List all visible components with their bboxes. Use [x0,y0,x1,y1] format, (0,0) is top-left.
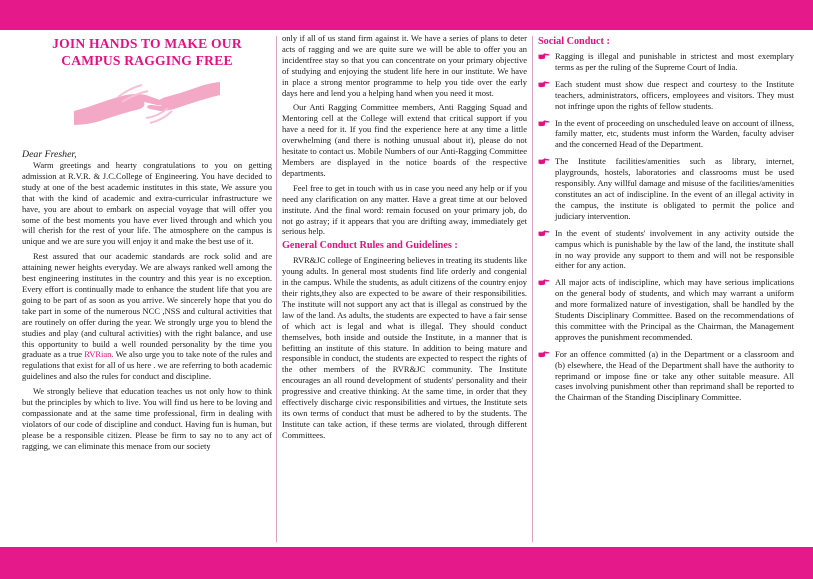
pointing-hand-icon [538,119,550,127]
middle-column [282,33,527,545]
welcome-paragraph: Warm greetings and hearty congratulations to you on getting admission at R.V.R. & J.C.College of Engineering. You have decided to study at one of the best academic institutes in this state, We assure you that with the kind of academic and extra-curricular infrastructure we have, you are about to embark on aspecial voyage that will offer you some of the best moments you have ever lived through and which you will cherish for the rest of your life. The atmosphere on the campus is unique and we are sure you will enjoy it and make the best use of it. [22,160,272,247]
column-divider [276,36,277,542]
rvrian-highlight: RVRian. [84,349,114,360]
general-conduct-paragraph: RVR&JC college of Engineering believes in treating its students like young adults. In general most students find life orderly and congenial in the campus. While the students, as adult citizens of the country enjoy their rights,they also are expected to be aware of their responsibilities. The institute will not support any act that is illegal as construed by the law of the land. As adults, the students are expected to have a fair sense of which act is legal and what is illegal. They should conduct themselves, both inside and outside the Institute, in a manner that is befitting an institute of this stature. In addition to being mature and responsible in conduct, the students are expected to respect the rights of the other members of the RVR&JC community. The Institute encourages an all round development of students' personality and their progressive and creative thinking. At the same time, in order that they effectively discharge civic responsibilities and virtues, the Institute sets its own terms of conduct that must be adhered to by the students. The Institute can take action, if these terms are violated, through different Committees. [282,255,527,440]
social-conduct-rule [538,228,794,272]
general-conduct-heading: General Conduct Rules and Guidelines : [282,240,458,252]
rule-text: In the event of students' involvement in any activity outside the campus which is punishable by the law of the land, the institute shall in no way provide any support to them and will not be responsible either for any action. [555,227,794,271]
pointing-hand-icon [538,278,550,286]
pointing-hand-icon [538,350,550,358]
left-column [22,33,272,545]
headline: JOIN HANDS TO MAKE OUR CAMPUS RAGGING FREE [52,36,242,68]
contact-paragraph: Feel free to get in touch with us in case you need any help or if you need any clarification on any matter. Have a great time at our beloved institute. And the final word: remain focused on your primary job, do not go astray; if it appears that you are drifting away, immediately get serious help. [282,182,527,237]
continued-paragraph: only if all of us stand firm against it. We have a series of plans to deter acts of ragging and we are quite sure we will be able to offer you an incidentfree stay so that you can concentrate on your primary objective of studying and enjoying the student life here in our institute. We have in place a strong mentor programme to help you tide over the early days here and lend you a helping hand when you need it most. [282,33,527,98]
pointing-hand-icon [538,157,550,165]
pointing-hand-icon [538,229,550,237]
rule-text: All major acts of indiscipline, which may have serious implications on the general body of students, and which may warrant a uniform and more formalized nature of investigation, shall be handled by the Students Disciplinary Committee. Based on the recommendations of this committee with the Principal as the Chairman, the Management approves the punishment recommended. [555,277,794,342]
rule-text: The Institute facilities/amenities such as library, internet, playgrounds, hostels, laboratories and classrooms must be used responsibly. Any willful damage and misuse of the facilities/amenities constitutes an act of indiscipline. In the event of an illegal activity in the campus, the institute is obligated to permit the police and judiciary intervention. [555,156,794,221]
social-conduct-rule [538,51,794,73]
top-accent-band [0,0,813,30]
column-divider [532,36,533,542]
committee-paragraph: Our Anti Ragging Committee members, Anti Ragging Squad and Mentoring cell at the College will extend that critical support if you have a need for it. If you find the experience here at any time a little overwhelming (and there is nothing unusual about it), please do not hesitate to contact us. Mobile Numbers of our Anti-Ragging Committee Members are displayed in the notice boards of the respective departments. [282,102,527,178]
social-conduct-heading: Social Conduct : [538,36,610,47]
education-paragraph: We strongly believe that education teaches us not only how to think but the principles by which to live. You will find us here to be loving and compassionate and at the same time professional, firm in dealing with violators of our code of discipline and conduct. Having fun is human, but please be a responsible citizen. Please be firm to say no to any act of ragging, we can eliminate this menace from our society [22,386,272,451]
joining-hands-icon [72,75,222,135]
social-conduct-list [538,51,794,403]
academic-paragraph: Rest assured that our academic standards are rock solid and are attaining newer heights everyday. We are always ranked well among the best engineering institutes in the country and this year is no exception. Every effort is continually made to enhance the student life that you are going to be part of as soon as you arrive. We sincerely hope that you do take part in some of the numerous NCC ,NSS and cultural activities that are routinely on offer during the year. We strongly urge you to blend the studies and play (and cultural activities) with the right balance, and use this opportunity to build a well rounded personality by the time you graduate as a true RVRian. We also urge you to take note of the rules and regulations that exist for all of us here . we are referring to both academic guidelines and also the rules for conduct and discipline. [22,251,272,382]
social-conduct-rule [538,277,794,342]
right-column [538,33,794,545]
greeting: Dear Fresher, [22,149,77,160]
rule-text: Ragging is illegal and punishable in strictest and most exemplary terms as per the ruling of the Supreme Court of India. [555,51,794,72]
pointing-hand-icon [538,80,550,88]
rule-text: In the event of proceeding on unscheduled leave on account of illness, family matter, etc, students must inform the Warden, faculty adviser and the concerned Head of the Department. [555,117,794,150]
social-conduct-rule [538,349,794,404]
rule-text: Each student must show due respect and courtesy to the Institute teachers, administrators, officers, employees and visitors. They must not infringe upon the rights of fellow students. [555,78,794,111]
social-conduct-rule [538,79,794,112]
bottom-accent-band [0,547,813,579]
social-conduct-rule [538,118,794,151]
pointing-hand-icon [538,52,550,60]
social-conduct-rule [538,156,794,221]
rule-text: For an offence committed (a) in the Department or a classroom and (b) elsewhere, the Head of the Department shall have the authority to reprimand or impose fine or take any other suitable measure. All cases involving punishment other than reprimand shall be reported to the Chairman of the Standing Disciplinary Committee. [555,348,794,403]
